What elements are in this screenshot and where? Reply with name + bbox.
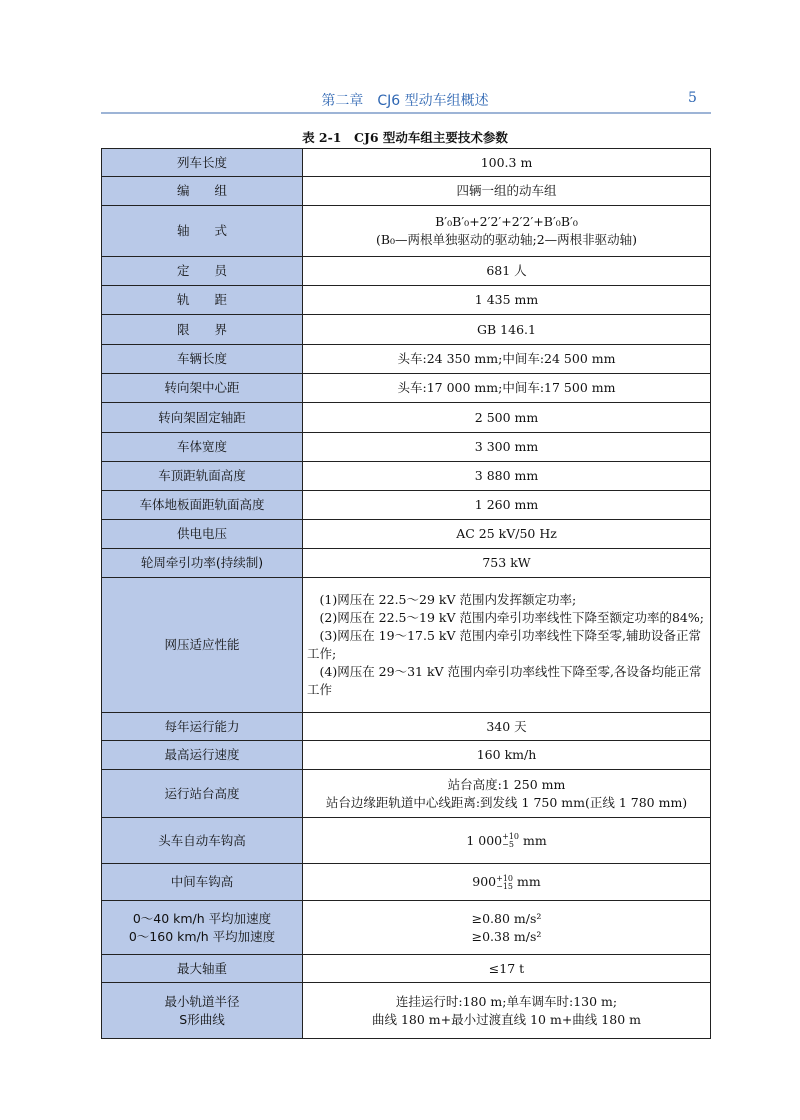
label-line: 列车长度 — [176, 154, 227, 170]
table-row — [102, 403, 711, 433]
table-row — [102, 149, 711, 177]
row-label — [102, 818, 303, 864]
spec-table — [101, 148, 711, 1039]
value-line: 连挂运行时:180 m;单车调车时:130 m; — [395, 993, 618, 1009]
row-value — [303, 491, 711, 520]
page-number: 5 — [688, 90, 697, 106]
label-line: 网压适应性能 — [164, 637, 240, 652]
row-value — [303, 549, 711, 578]
value-line: 340 天 — [486, 718, 527, 734]
row-value — [303, 713, 711, 741]
row-value — [303, 864, 711, 901]
row-value — [303, 345, 711, 374]
table-row — [102, 864, 711, 901]
value-unit: mm — [513, 874, 541, 889]
label-line: 轮周牵引功率(持续制) — [140, 555, 264, 570]
label-line: S形曲线 — [179, 1011, 225, 1027]
table-row — [102, 374, 711, 403]
value-line: 2 500 mm — [474, 409, 539, 425]
row-value — [303, 955, 711, 983]
row-value — [303, 206, 711, 257]
header-rule — [101, 112, 711, 114]
label-line: 运行站台高度 — [164, 785, 240, 801]
table-row — [102, 286, 711, 315]
label-line: 每年运行能力 — [164, 718, 240, 734]
row-label — [102, 177, 303, 206]
label-line: 转向架固定轴距 — [158, 409, 246, 425]
row-label — [102, 983, 303, 1039]
value-line: (2)网压在 22.5～19 kV 范围内牵引功率线性下降至额定功率的84%; — [307, 610, 704, 625]
value-line: 头车:24 350 mm;中间车:24 500 mm — [397, 351, 616, 366]
row-label — [102, 315, 303, 345]
label-line: 0～40 km/h 平均加速度 — [132, 910, 272, 926]
value-line: 1 260 mm — [474, 497, 539, 512]
table-row — [102, 520, 711, 549]
row-label — [102, 345, 303, 374]
table-row — [102, 549, 711, 578]
row-value — [303, 520, 711, 549]
label-line: 车顶距轨面高度 — [158, 468, 246, 483]
value-line: B′₀B′₀+2′2′+2′2′+B′₀B′₀ — [435, 214, 578, 229]
value-line: GB 146.1 — [477, 321, 536, 337]
row-label — [102, 741, 303, 770]
tolerance — [502, 833, 519, 849]
row-value — [303, 257, 711, 286]
row-label — [102, 433, 303, 462]
table-row — [102, 345, 711, 374]
value-line: 站台边缘距轨道中心线距离:到发线 1 750 mm(正线 1 780 mm) — [325, 794, 688, 810]
value-line: 曲线 180 m+最小过渡直线 10 m+曲线 180 m — [372, 1011, 641, 1027]
value-line: AC 25 kV/50 Hz — [456, 526, 557, 541]
value-line: 3 300 mm — [474, 439, 539, 454]
tolerance-upper: +10 — [502, 832, 519, 841]
row-label — [102, 374, 303, 403]
row-label — [102, 578, 303, 713]
value-line: 100.3 m — [480, 154, 533, 170]
row-value — [303, 433, 711, 462]
label-line: 最大轴重 — [176, 960, 227, 976]
row-label — [102, 206, 303, 257]
table-row — [102, 177, 711, 206]
table-row — [102, 491, 711, 520]
value-line: 753 kW — [482, 555, 531, 570]
value-line: (3)网压在 19～17.5 kV 范围内牵引功率线性下降至零,辅助设备正常工作; — [307, 628, 701, 661]
label-line: 0～160 km/h 平均加速度 — [128, 928, 276, 944]
value-line: (1)网压在 22.5～29 kV 范围内发挥额定功率; — [307, 592, 577, 607]
row-label — [102, 713, 303, 741]
row-value — [303, 286, 711, 315]
label-line: 轴 式 — [176, 223, 227, 238]
value-base: 1 000 — [466, 832, 503, 848]
value-line: 四辆一组的动车组 — [456, 183, 557, 198]
row-label — [102, 520, 303, 549]
row-label — [102, 955, 303, 983]
tolerance-lower: −15 — [496, 881, 514, 891]
label-line: 最高运行速度 — [164, 747, 240, 762]
tolerance-lower: −5 — [502, 840, 514, 849]
label-line: 限 界 — [176, 321, 227, 337]
table-row — [102, 578, 711, 713]
value-line: (4)网压在 29～31 kV 范围内牵引功率线性下降至零,各设备均能正常工作 — [307, 664, 702, 697]
row-label — [102, 257, 303, 286]
row-value — [303, 374, 711, 403]
row-value — [303, 403, 711, 433]
row-value — [303, 818, 711, 864]
label-line: 中间车钩高 — [170, 874, 234, 889]
value-line: 681 人 — [486, 263, 527, 278]
label-line: 车体地板面距轨面高度 — [139, 497, 265, 512]
tolerance — [496, 875, 513, 891]
label-line: 转向架中心距 — [164, 380, 240, 395]
table-row — [102, 315, 711, 345]
table-row — [102, 713, 711, 741]
tolerance-upper: +10 — [496, 873, 514, 883]
row-label — [102, 403, 303, 433]
value-line: 头车:17 000 mm;中间车:17 500 mm — [397, 380, 616, 395]
row-label — [102, 491, 303, 520]
row-label — [102, 864, 303, 901]
table-caption: 表 2-1 CJ6 型动车组主要技术参数 — [302, 130, 508, 145]
table-row — [102, 462, 711, 491]
row-value — [303, 149, 711, 177]
row-value — [303, 578, 711, 713]
label-line: 轨 距 — [176, 292, 227, 307]
row-value — [303, 741, 711, 770]
row-label — [102, 286, 303, 315]
table-row — [102, 901, 711, 955]
row-label — [102, 549, 303, 578]
row-label — [102, 770, 303, 818]
table-row — [102, 741, 711, 770]
row-value — [303, 315, 711, 345]
value-line: ≥0.80 m/s² — [471, 910, 542, 926]
row-value — [303, 462, 711, 491]
table-row — [102, 206, 711, 257]
label-line: 最小轨道半径 — [164, 993, 240, 1009]
value-unit: mm — [519, 832, 547, 848]
value-line: ≤17 t — [488, 960, 525, 976]
row-value — [303, 983, 711, 1039]
row-value — [303, 901, 711, 955]
value-line: 1 435 mm — [474, 292, 539, 307]
label-line: 定 员 — [176, 263, 227, 278]
value-line: ≥0.38 m/s² — [471, 928, 542, 944]
value-base: 900 — [472, 874, 497, 889]
table-row — [102, 818, 711, 864]
table-row — [102, 433, 711, 462]
value-line: 160 km/h — [476, 747, 537, 762]
label-line: 编 组 — [176, 183, 227, 198]
label-line: 头车自动车钩高 — [158, 832, 246, 848]
running-header-title: 第二章 CJ6 型动车组概述 — [321, 93, 489, 109]
row-label — [102, 149, 303, 177]
row-label — [102, 462, 303, 491]
label-line: 供电电压 — [176, 526, 227, 541]
value-line: 3 880 mm — [474, 468, 539, 483]
label-line: 车辆长度 — [176, 351, 227, 366]
value-line: (B₀—两根单独驱动的驱动轴;2—两根非驱动轴) — [375, 232, 638, 247]
table-row — [102, 955, 711, 983]
label-line: 车体宽度 — [176, 439, 227, 454]
value-line: 站台高度:1 250 mm — [447, 776, 566, 792]
row-label — [102, 901, 303, 955]
row-value — [303, 177, 711, 206]
row-value — [303, 770, 711, 818]
table-row — [102, 983, 711, 1039]
table-row — [102, 770, 711, 818]
table-row — [102, 257, 711, 286]
